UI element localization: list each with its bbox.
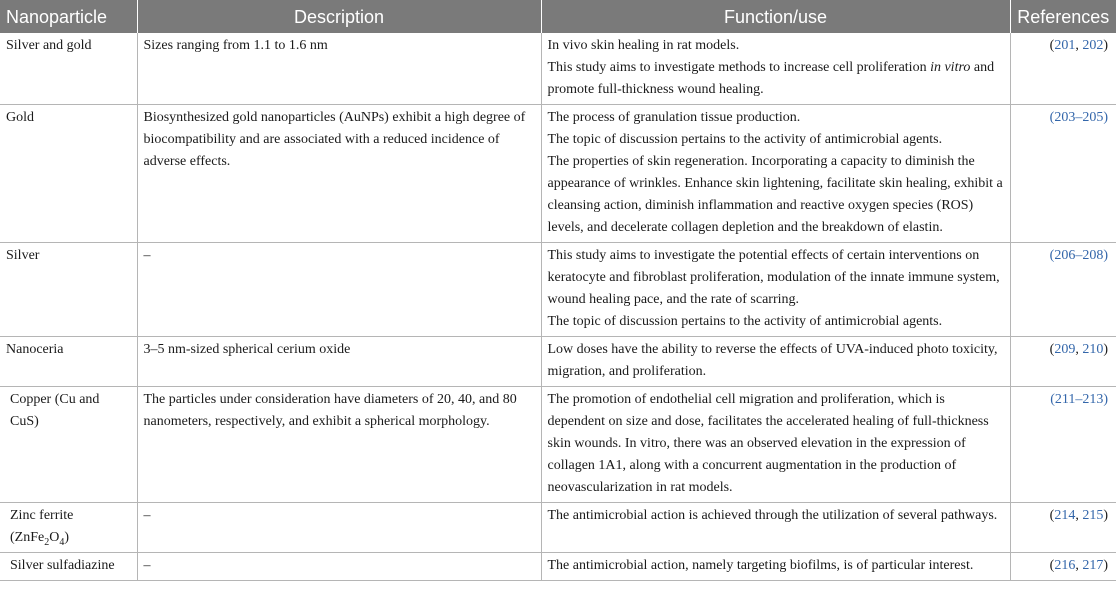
reference-link[interactable]: 214 (1054, 508, 1076, 523)
reference-link[interactable]: 209 (1054, 342, 1076, 357)
reference-link[interactable]: 216 (1054, 558, 1076, 573)
table-row (0, 33, 1116, 105)
header-function: Function/use (541, 0, 1010, 33)
cell-references: (209, 210) (1010, 337, 1116, 387)
header-nanoparticle: Nanoparticle (0, 0, 137, 33)
cell-references (1010, 243, 1116, 337)
cell-function (541, 243, 1010, 337)
header-row (0, 0, 1116, 33)
table-row (0, 105, 1116, 243)
reference-link[interactable]: 215 (1082, 508, 1104, 523)
function-line: This study aims to investigate methods to increase cell proliferation in vitro and promote full-thickness wound healing. (547, 60, 995, 97)
cell-references: (201, 202) (1010, 33, 1116, 105)
function-line: The topic of discussion pertains to the activity of antimicrobial agents. (547, 132, 943, 147)
function-line: The topic of discussion pertains to the activity of antimicrobial agents. (547, 314, 943, 329)
function-line: This study aims to investigate the potential effects of certain interventions on keratocyte and fibroblast proliferation, modulation of the innate immune system, wound healing pace, and the rate of scarring. (547, 248, 1000, 307)
cell-function (541, 105, 1010, 243)
cell-nanoparticle: Gold (0, 105, 137, 243)
cell-nanoparticle: Nanoceria (0, 337, 137, 387)
function-line: In vivo skin healing in rat models. (547, 38, 740, 53)
cell-references (1010, 387, 1116, 503)
reference-link[interactable]: 210 (1082, 342, 1104, 357)
function-line: Low doses have the ability to reverse the effects of UVA-induced photo toxicity, migration, and proliferation. (547, 342, 998, 379)
cell-nanoparticle: Silver and gold (0, 33, 137, 105)
reference-link[interactable]: 201 (1054, 38, 1076, 53)
cell-description: 3–5 nm-sized spherical cerium oxide (137, 337, 541, 387)
table-row (0, 503, 1116, 553)
reference-link[interactable]: 217 (1082, 558, 1104, 573)
reference-link[interactable]: (211–213) (1050, 392, 1108, 407)
reference-link[interactable]: 202 (1082, 38, 1104, 53)
function-line: The properties of skin regeneration. Incorporating a capacity to diminish the appearance of wrinkles. Enhance skin lightening, facilitate skin healing, exhibit a cleansing action, diminish inflammation and reactive oxygen species (ROS) levels, and decelerate collagen depletion and the breakdown of elastin. (547, 154, 1003, 235)
cell-description: Sizes ranging from 1.1 to 1.6 nm (137, 33, 541, 105)
cell-description: – (137, 243, 541, 337)
cell-references (1010, 105, 1116, 243)
header-references: References (1010, 0, 1116, 33)
cell-description: – (137, 553, 541, 581)
cell-function (541, 503, 1010, 553)
cell-description: Biosynthesized gold nanoparticles (AuNPs) exhibit a high degree of biocompatibility and are associated with a reduced incidence of adverse effects. (137, 105, 541, 243)
cell-nanoparticle: Copper (Cu and CuS) (0, 387, 137, 503)
reference-link[interactable]: (206–208) (1049, 248, 1108, 263)
table-row (0, 243, 1116, 337)
header-description: Description (137, 0, 541, 33)
cell-references: (216, 217) (1010, 553, 1116, 581)
cell-nanoparticle: Zinc ferrite $(ZnFe_2O_4)$ (0, 503, 137, 553)
cell-description: – (137, 503, 541, 553)
cell-function (541, 337, 1010, 387)
function-line: The promotion of endothelial cell migration and proliferation, which is dependent on size and dose, facilitates the accelerated healing of full-thickness skin wounds. In vitro, there was an observed elevation in the expression of collagen 1A1, along with a concurrent augmentation in the production of neovascularization in rat models. (547, 392, 989, 495)
cell-description: The particles under consideration have diameters of 20, 40, and 80 nanometers, respectively, and exhibit a spherical morphology. (137, 387, 541, 503)
table-row (0, 553, 1116, 581)
table-row (0, 337, 1116, 387)
table-row (0, 387, 1116, 503)
cell-nanoparticle: Silver sulfadiazine (0, 553, 137, 581)
cell-nanoparticle: Silver (0, 243, 137, 337)
function-line: The process of granulation tissue production. (547, 110, 801, 125)
function-line: The antimicrobial action is achieved through the utilization of several pathways. (547, 508, 998, 523)
italic-text: in vitro (930, 60, 971, 75)
function-line: The antimicrobial action, namely targeting biofilms, is of particular interest. (547, 558, 974, 573)
cell-function (541, 553, 1010, 581)
reference-link[interactable]: (203–205) (1049, 110, 1108, 125)
cell-function (541, 387, 1010, 503)
cell-function (541, 33, 1010, 105)
cell-references: (214, 215) (1010, 503, 1116, 553)
